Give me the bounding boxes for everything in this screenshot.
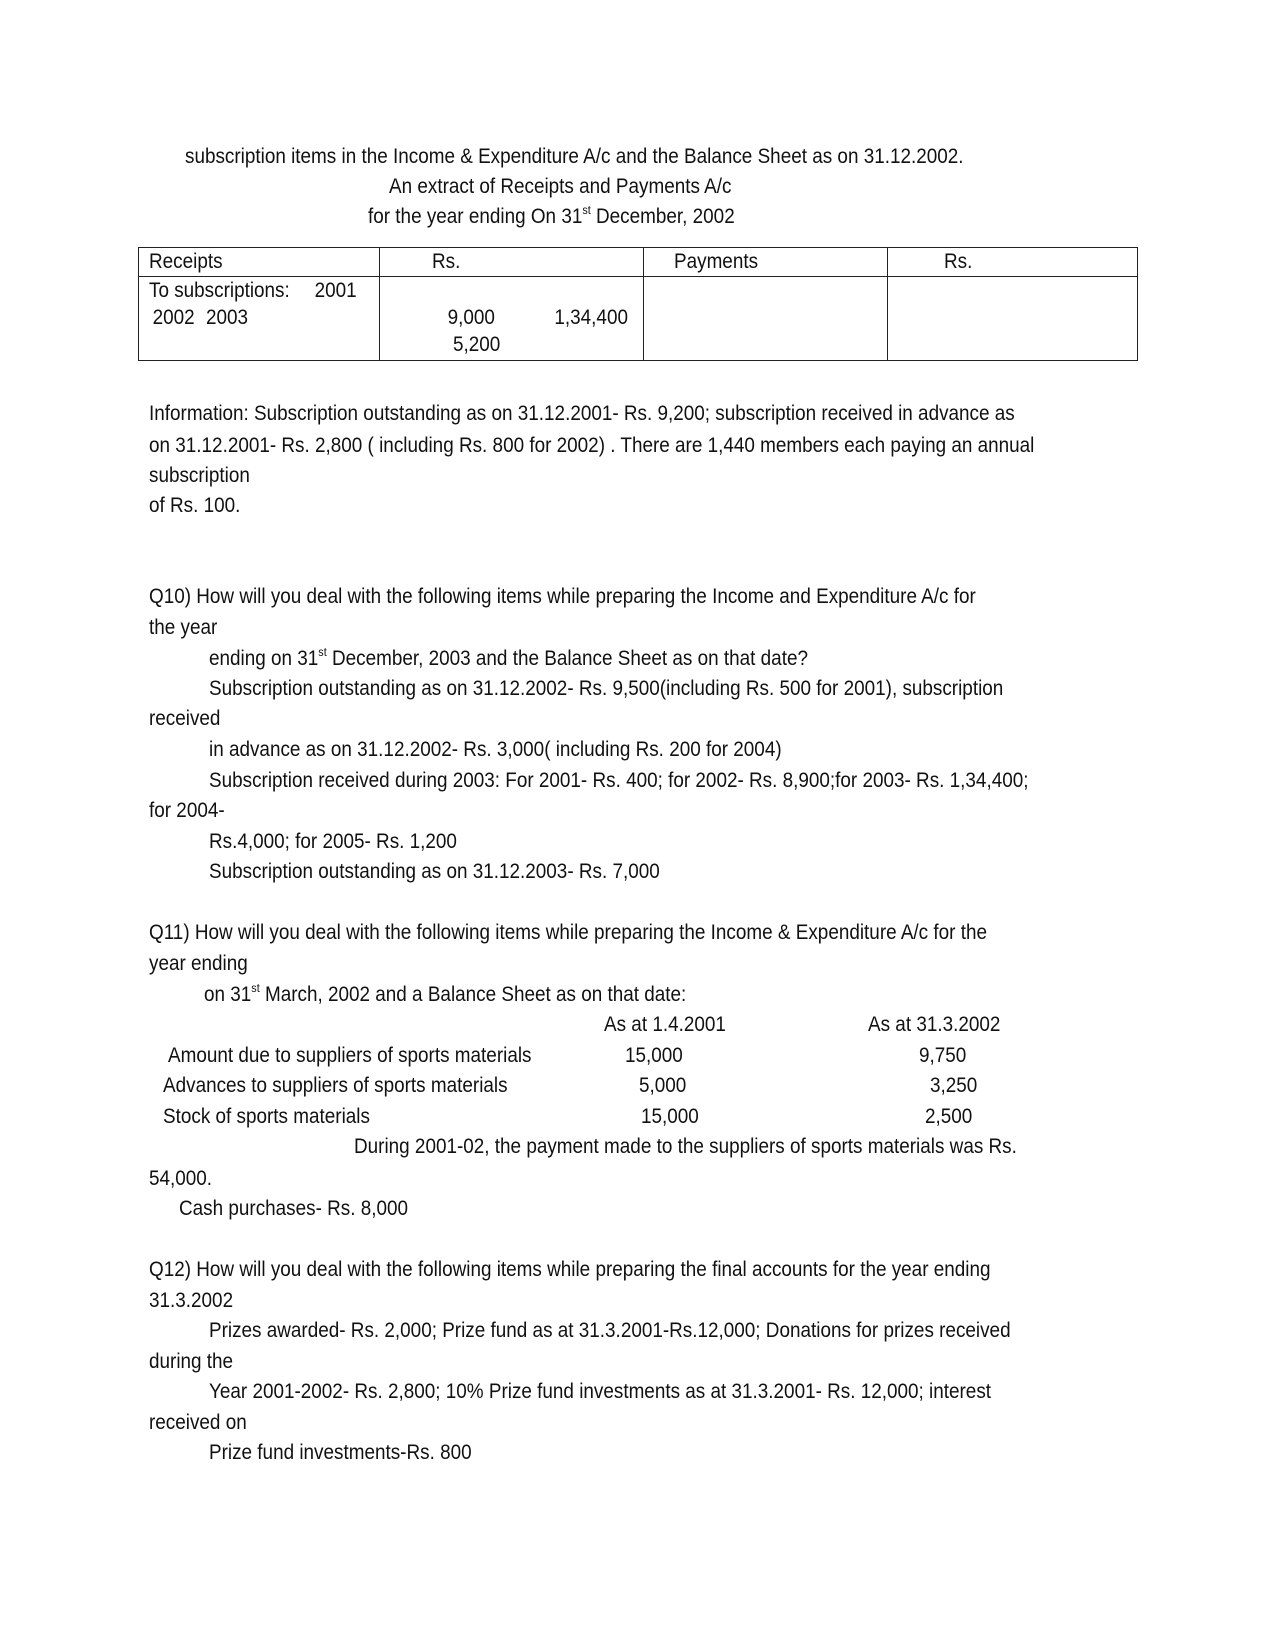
q11-row-value-2: 9,750 bbox=[919, 1044, 967, 1067]
q11-row-value-2: 3,250 bbox=[930, 1074, 978, 1097]
q11-line-3: on 31st March, 2002 and a Balance Sheet as on that date: bbox=[204, 981, 687, 1006]
info-line-1: Information: Subscription outstanding as on 31.12.2001- Rs. 9,200; subscription received in advance as bbox=[149, 402, 1015, 425]
q12-line-1: Q12) How will you deal with the following items while preparing the final accounts for the year ending bbox=[149, 1258, 991, 1281]
q12-line-6: received on bbox=[149, 1411, 247, 1434]
q11-row-value-1: 15,000 bbox=[625, 1044, 683, 1067]
q11-amount-line: 54,000. bbox=[149, 1167, 213, 1190]
extract-title: An extract of Receipts and Payments A/c bbox=[389, 175, 732, 198]
q11-row-label: Amount due to suppliers of sports materials bbox=[168, 1044, 532, 1067]
q10-line-9: Rs.4,000; for 2005- Rs. 1,200 bbox=[209, 830, 457, 853]
q11-line-2: year ending bbox=[149, 952, 248, 975]
q12-line-2: 31.3.2002 bbox=[149, 1289, 234, 1312]
q10-line-3: ending on 31st December, 2003 and the Balance Sheet as on that date? bbox=[209, 645, 808, 670]
q10-line-1: Q10) How will you deal with the following items while preparing the Income and Expenditure A/c for bbox=[149, 585, 976, 608]
q11-line-1: Q11) How will you deal with the following items while preparing the Income & Expenditure A/c for the bbox=[149, 921, 987, 944]
q10-line-4: Subscription outstanding as on 31.12.2002- Rs. 9,500(including Rs. 500 for 2001), subscription bbox=[209, 677, 1004, 700]
receipts-cell bbox=[139, 277, 380, 361]
year-line-post: December, 2002 bbox=[590, 205, 735, 228]
year-2002: 2002 bbox=[152, 306, 195, 329]
amount-2003: 5,200 bbox=[453, 333, 501, 356]
year-line bbox=[368, 204, 735, 230]
q11-row-value-1: 15,000 bbox=[641, 1105, 699, 1128]
q10-line-5: received bbox=[149, 707, 221, 730]
year-2001: 2001 bbox=[314, 279, 357, 302]
q12-line-5: Year 2001-2002- Rs. 2,800; 10% Prize fund investments as at 31.3.2001- Rs. 12,000; interest bbox=[209, 1380, 992, 1403]
header-rs-payments: Rs. bbox=[887, 248, 1137, 277]
q12-line-7: Prize fund investments-Rs. 800 bbox=[209, 1441, 472, 1464]
q11-row-value-2: 2,500 bbox=[925, 1105, 973, 1128]
q12-line-3: Prizes awarded- Rs. 2,000; Prize fund as at 31.3.2001-Rs.12,000; Donations for prizes received bbox=[209, 1319, 1011, 1342]
info-line-2: on 31.12.2001- Rs. 2,800 ( including Rs. 800 for 2002) . There are 1,440 members each paying an annual bbox=[149, 434, 1035, 457]
to-subscriptions-label: To subscriptions: bbox=[149, 279, 290, 302]
q11-cash-line: Cash purchases- Rs. 8,000 bbox=[179, 1197, 409, 1220]
year-line-sup: st bbox=[582, 203, 591, 217]
intro-line: subscription items in the Income & Expenditure A/c and the Balance Sheet as on 31.12.2002. bbox=[185, 145, 964, 168]
table-row bbox=[139, 277, 1138, 361]
info-line-4: of Rs. 100. bbox=[149, 494, 241, 517]
q10-line-2: the year bbox=[149, 616, 218, 639]
q10-line-8: for 2004- bbox=[149, 799, 225, 822]
q11-row-label: Stock of sports materials bbox=[163, 1105, 370, 1128]
payments-amount-cell bbox=[887, 277, 1137, 361]
receipts-payments-table bbox=[138, 247, 1138, 361]
header-rs-receipts: Rs. bbox=[380, 248, 644, 277]
amounts-cell bbox=[380, 277, 644, 361]
q11-col-header-2: As at 31.3.2002 bbox=[868, 1013, 1001, 1036]
q11-row-value-1: 5,000 bbox=[639, 1074, 687, 1097]
table-header-row bbox=[139, 248, 1138, 277]
info-line-3: subscription bbox=[149, 464, 250, 487]
q12-line-4: during the bbox=[149, 1350, 234, 1373]
q11-col-header-1: As at 1.4.2001 bbox=[604, 1013, 726, 1036]
year-line-pre: for the year ending On 31 bbox=[368, 205, 583, 228]
q10-line-7: Subscription received during 2003: For 2001- Rs. 400; for 2002- Rs. 8,900;for 2003- Rs. 1,34,400; bbox=[209, 769, 1029, 792]
q10-line-6: in advance as on 31.12.2002- Rs. 3,000( including Rs. 200 for 2004) bbox=[209, 738, 782, 761]
payments-cell bbox=[644, 277, 888, 361]
amount-2002: 1,34,400 bbox=[553, 306, 628, 329]
q11-during-line: During 2001-02, the payment made to the suppliers of sports materials was Rs. bbox=[354, 1135, 1017, 1158]
year-2003: 2003 bbox=[205, 306, 248, 329]
header-payments: Payments bbox=[644, 248, 888, 277]
q10-line-10: Subscription outstanding as on 31.12.2003- Rs. 7,000 bbox=[209, 860, 660, 883]
amount-2001: 9,000 bbox=[447, 306, 495, 329]
q11-row-label: Advances to suppliers of sports materials bbox=[163, 1074, 508, 1097]
header-receipts: Receipts bbox=[139, 248, 380, 277]
